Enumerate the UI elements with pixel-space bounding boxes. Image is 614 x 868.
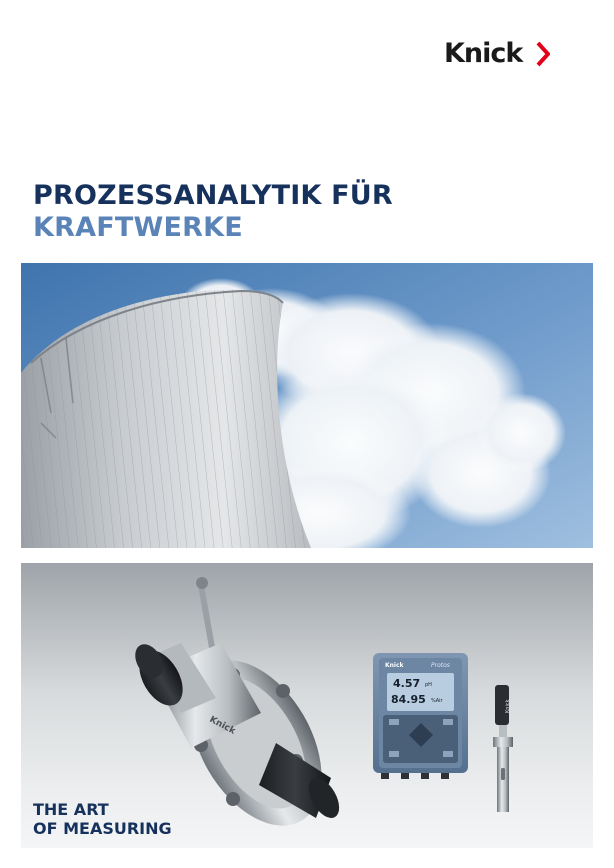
- display-value-1: 4.57: [393, 677, 421, 690]
- display-value-2: 84.95: [391, 693, 426, 706]
- page-title: [33, 180, 393, 244]
- device-model: Protos: [431, 662, 450, 669]
- title-line-1: PROZESSANALYTIK FÜR: [33, 180, 393, 211]
- transmitter-device: [373, 653, 468, 779]
- probe-brand: Knick: [505, 699, 511, 713]
- tagline-line-2: OF MEASURING: [33, 819, 172, 838]
- cooling-tower-photo: [21, 263, 593, 548]
- chevron-right-icon: [536, 41, 550, 67]
- tagline-line-1: THE ART: [33, 800, 109, 819]
- armature-brand: Knick: [207, 714, 237, 737]
- display-unit-2: %Air: [431, 698, 443, 704]
- logo-wordmark: Knick: [444, 38, 523, 69]
- device-brand: Knick: [385, 662, 404, 669]
- product-photo: [21, 563, 593, 848]
- tagline: [33, 800, 172, 838]
- display-unit-1: pH: [425, 682, 432, 688]
- cooling-tower-image: [21, 263, 593, 548]
- knick-logo: [444, 40, 550, 67]
- title-line-2: KRAFTWERKE: [33, 212, 243, 243]
